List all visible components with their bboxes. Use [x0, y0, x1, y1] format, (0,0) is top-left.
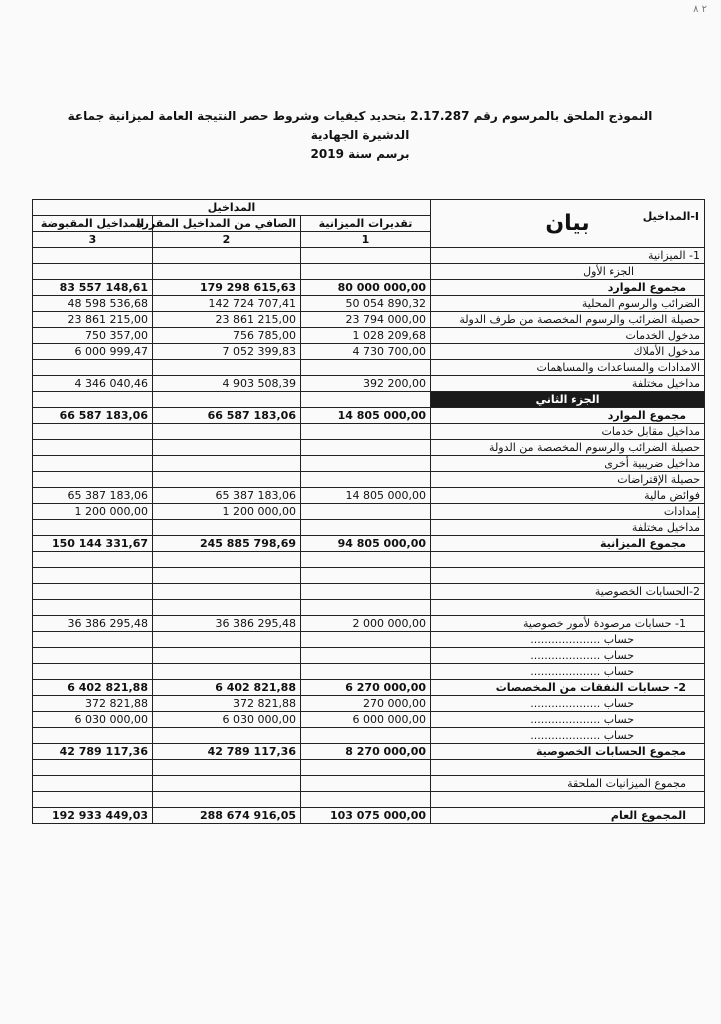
net-cell: [153, 248, 301, 264]
description-cell: حصيلة الضرائب والرسوم المخصصة من الدولة: [431, 440, 705, 456]
estimate-cell: 1 028 209,68: [301, 328, 431, 344]
net-cell: 245 885 798,69: [153, 536, 301, 552]
net-cell: 6 030 000,00: [153, 712, 301, 728]
table-row: [33, 472, 705, 488]
description-cell: مدخول الأملاك: [431, 344, 705, 360]
estimate-cell: [301, 792, 431, 808]
estimate-cell: [301, 584, 431, 600]
estimate-cell: [301, 504, 431, 520]
budget-estimates-header: تقديرات الميزانية: [301, 216, 431, 232]
table-row: [33, 728, 705, 744]
description-cell: الامدادات والمساعدات والمساهمات: [431, 360, 705, 376]
estimate-cell: [301, 632, 431, 648]
table-row: [33, 712, 705, 728]
net-cell: 288 674 916,05: [153, 808, 301, 824]
table-row: [33, 552, 705, 568]
collected-cell: 750 357,00: [33, 328, 153, 344]
collected-cell: [33, 600, 153, 616]
table-row: [33, 648, 705, 664]
bayan-header: بيان: [431, 200, 705, 248]
estimate-cell: [301, 728, 431, 744]
collected-cell: [33, 520, 153, 536]
net-cell: 36 386 295,48: [153, 616, 301, 632]
collected-cell: 150 144 331,67: [33, 536, 153, 552]
collected-cell: [33, 424, 153, 440]
estimate-cell: 94 805 000,00: [301, 536, 431, 552]
description-cell: 2- حسابات النفقات من المخصصات: [431, 680, 705, 696]
estimate-cell: 2 000 000,00: [301, 616, 431, 632]
description-cell: حساب ....................: [431, 696, 705, 712]
description-cell: حساب ....................: [431, 664, 705, 680]
table-row: [33, 776, 705, 792]
description-cell: 1- الميزانية: [431, 248, 705, 264]
estimate-cell: 80 000 000,00: [301, 280, 431, 296]
title-line-1: النموذج الملحق بالمرسوم رقم 2.17.287 بتحديد كيفيات وشروط حصر النتيجة العامة لميزانية جماعة الدشيرة الجهادية: [67, 109, 653, 142]
column-number-3: 3: [33, 232, 153, 248]
table-row: [33, 792, 705, 808]
table-row: [33, 376, 705, 392]
collected-cell: [33, 456, 153, 472]
collected-cell: [33, 648, 153, 664]
title-line-2: برسم سنة 2019: [310, 147, 410, 161]
collected-cell: 6 402 821,88: [33, 680, 153, 696]
table-row: [33, 616, 705, 632]
collected-cell: 1 200 000,00: [33, 504, 153, 520]
net-cell: [153, 776, 301, 792]
net-cell: 7 052 399,83: [153, 344, 301, 360]
table-row: [33, 328, 705, 344]
collected-cell: 65 387 183,06: [33, 488, 153, 504]
net-cell: [153, 648, 301, 664]
page-title: [60, 107, 660, 164]
net-cell: [153, 600, 301, 616]
net-cell: [153, 424, 301, 440]
net-cell: [153, 520, 301, 536]
description-cell: مداخيل ضريبية أخرى: [431, 456, 705, 472]
collected-cell: 48 598 536,68: [33, 296, 153, 312]
collected-cell: 42 789 117,36: [33, 744, 153, 760]
table-row: [33, 632, 705, 648]
description-cell: حصيلة الإقتراضات: [431, 472, 705, 488]
net-cell: 179 298 615,63: [153, 280, 301, 296]
collected-cell: [33, 568, 153, 584]
revenue-table-body: [33, 200, 705, 824]
revenue-table: [32, 199, 705, 824]
collected-revenues-header: المداخيل المقبوضة: [33, 216, 153, 232]
table-row: [33, 568, 705, 584]
table-row: [33, 312, 705, 328]
estimate-cell: [301, 552, 431, 568]
collected-cell: [33, 264, 153, 280]
table-row: [33, 744, 705, 760]
net-cell: [153, 360, 301, 376]
estimate-cell: 103 075 000,00: [301, 808, 431, 824]
description-cell: مدخول الخدمات: [431, 328, 705, 344]
collected-cell: [33, 552, 153, 568]
table-row: [33, 344, 705, 360]
description-cell: مجموع الميزانية: [431, 536, 705, 552]
description-cell: مجموع الميزانيات الملحقة: [431, 776, 705, 792]
description-cell: مداخيل مقابل خدمات: [431, 424, 705, 440]
net-cell: [153, 456, 301, 472]
collected-cell: 23 861 215,00: [33, 312, 153, 328]
collected-cell: [33, 632, 153, 648]
description-cell: [431, 792, 705, 808]
collected-cell: [33, 472, 153, 488]
collected-cell: 6 000 999,47: [33, 344, 153, 360]
estimate-cell: 270 000,00: [301, 696, 431, 712]
net-cell: 6 402 821,88: [153, 680, 301, 696]
collected-cell: 36 386 295,48: [33, 616, 153, 632]
estimate-cell: 23 794 000,00: [301, 312, 431, 328]
column-number-2: 2: [153, 232, 301, 248]
collected-cell: [33, 584, 153, 600]
net-cell: 756 785,00: [153, 328, 301, 344]
description-cell: [431, 568, 705, 584]
description-cell: إمدادات: [431, 504, 705, 520]
description-cell: مجموع الموارد: [431, 280, 705, 296]
estimate-cell: [301, 472, 431, 488]
collected-cell: [33, 248, 153, 264]
net-cell: 65 387 183,06: [153, 488, 301, 504]
net-cell: 142 724 707,41: [153, 296, 301, 312]
description-cell: [431, 760, 705, 776]
collected-cell: 83 557 148,61: [33, 280, 153, 296]
description-cell: الضرائب والرسوم المحلية: [431, 296, 705, 312]
collected-cell: [33, 760, 153, 776]
description-cell: مجموع الموارد: [431, 408, 705, 424]
description-cell: حساب ....................: [431, 728, 705, 744]
net-cell: [153, 392, 301, 408]
table-row: [33, 392, 705, 408]
description-cell: 2-الحسابات الخصوصية: [431, 584, 705, 600]
estimate-cell: [301, 440, 431, 456]
table-row: [33, 696, 705, 712]
description-cell: مجموع الحسابات الخصوصية: [431, 744, 705, 760]
table-row: [33, 808, 705, 824]
estimate-cell: 14 805 000,00: [301, 488, 431, 504]
estimate-cell: 392 200,00: [301, 376, 431, 392]
estimate-cell: 50 054 890,32: [301, 296, 431, 312]
table-row: [33, 664, 705, 680]
description-cell: 1- حسابات مرصودة لأمور خصوصية: [431, 616, 705, 632]
collected-cell: [33, 664, 153, 680]
description-cell: حساب ....................: [431, 632, 705, 648]
net-cell: [153, 792, 301, 808]
estimate-cell: 8 270 000,00: [301, 744, 431, 760]
collected-cell: [33, 392, 153, 408]
table-row: [33, 280, 705, 296]
table-row: [33, 456, 705, 472]
estimate-cell: [301, 664, 431, 680]
description-cell: مداخيل مختلفة: [431, 520, 705, 536]
description-cell: حصيلة الضرائب والرسوم المخصصة من طرف الدولة: [431, 312, 705, 328]
revenues-group-header: المداخيل: [33, 200, 431, 216]
table-row: [33, 536, 705, 552]
estimate-cell: 6 270 000,00: [301, 680, 431, 696]
estimate-cell: 14 805 000,00: [301, 408, 431, 424]
estimate-cell: [301, 760, 431, 776]
description-cell: [431, 552, 705, 568]
estimate-cell: [301, 568, 431, 584]
net-cell: 1 200 000,00: [153, 504, 301, 520]
column-number-1: 1: [301, 232, 431, 248]
net-cell: [153, 552, 301, 568]
collected-cell: [33, 776, 153, 792]
collected-cell: 4 346 040,46: [33, 376, 153, 392]
estimate-cell: [301, 456, 431, 472]
net-cell: [153, 632, 301, 648]
description-cell: الجزء الأول: [431, 264, 705, 280]
collected-cell: [33, 360, 153, 376]
description-cell: المجموع العام: [431, 808, 705, 824]
corner-mark: ٢ ٨: [693, 4, 707, 15]
table-row: [33, 488, 705, 504]
estimate-cell: [301, 776, 431, 792]
description-cell: [431, 600, 705, 616]
estimate-cell: [301, 392, 431, 408]
estimate-cell: [301, 248, 431, 264]
collected-cell: 192 933 449,03: [33, 808, 153, 824]
net-cell: 42 789 117,36: [153, 744, 301, 760]
estimate-cell: [301, 600, 431, 616]
estimate-cell: 6 000 000,00: [301, 712, 431, 728]
section-label: I-المداخيل: [642, 210, 699, 223]
table-row: [33, 504, 705, 520]
table-row: [33, 680, 705, 696]
collected-cell: [33, 440, 153, 456]
table-row: [33, 360, 705, 376]
table-row: [33, 584, 705, 600]
table-row: [33, 408, 705, 424]
estimate-cell: [301, 264, 431, 280]
estimate-cell: [301, 424, 431, 440]
table-row: [33, 440, 705, 456]
estimate-cell: [301, 648, 431, 664]
description-cell: حساب ....................: [431, 648, 705, 664]
net-cell: 66 587 183,06: [153, 408, 301, 424]
description-cell: الجزء الثاني: [431, 392, 705, 408]
collected-cell: [33, 792, 153, 808]
net-cell: [153, 472, 301, 488]
net-cell: [153, 728, 301, 744]
description-cell: حساب ....................: [431, 712, 705, 728]
net-cell: [153, 264, 301, 280]
estimate-cell: 4 730 700,00: [301, 344, 431, 360]
table-row: [33, 600, 705, 616]
collected-cell: 372 821,88: [33, 696, 153, 712]
table-row: [33, 248, 705, 264]
description-cell: فوائض مالية: [431, 488, 705, 504]
estimate-cell: [301, 360, 431, 376]
net-cell: [153, 664, 301, 680]
collected-cell: 66 587 183,06: [33, 408, 153, 424]
table-row: [33, 760, 705, 776]
net-cell: 23 861 215,00: [153, 312, 301, 328]
table-row: [33, 520, 705, 536]
net-cell: 372 821,88: [153, 696, 301, 712]
table-row: [33, 264, 705, 280]
estimate-cell: [301, 520, 431, 536]
net-cell: [153, 440, 301, 456]
net-cell: [153, 584, 301, 600]
net-cell: 4 903 508,39: [153, 376, 301, 392]
net-cell: [153, 568, 301, 584]
header-row-group: [33, 200, 705, 216]
collected-cell: 6 030 000,00: [33, 712, 153, 728]
net-revenues-header: الصافي من المداخيل المقررة: [153, 216, 301, 232]
collected-cell: [33, 728, 153, 744]
description-cell: مداخيل مختلفة: [431, 376, 705, 392]
table-row: [33, 296, 705, 312]
net-cell: [153, 760, 301, 776]
table-row: [33, 424, 705, 440]
